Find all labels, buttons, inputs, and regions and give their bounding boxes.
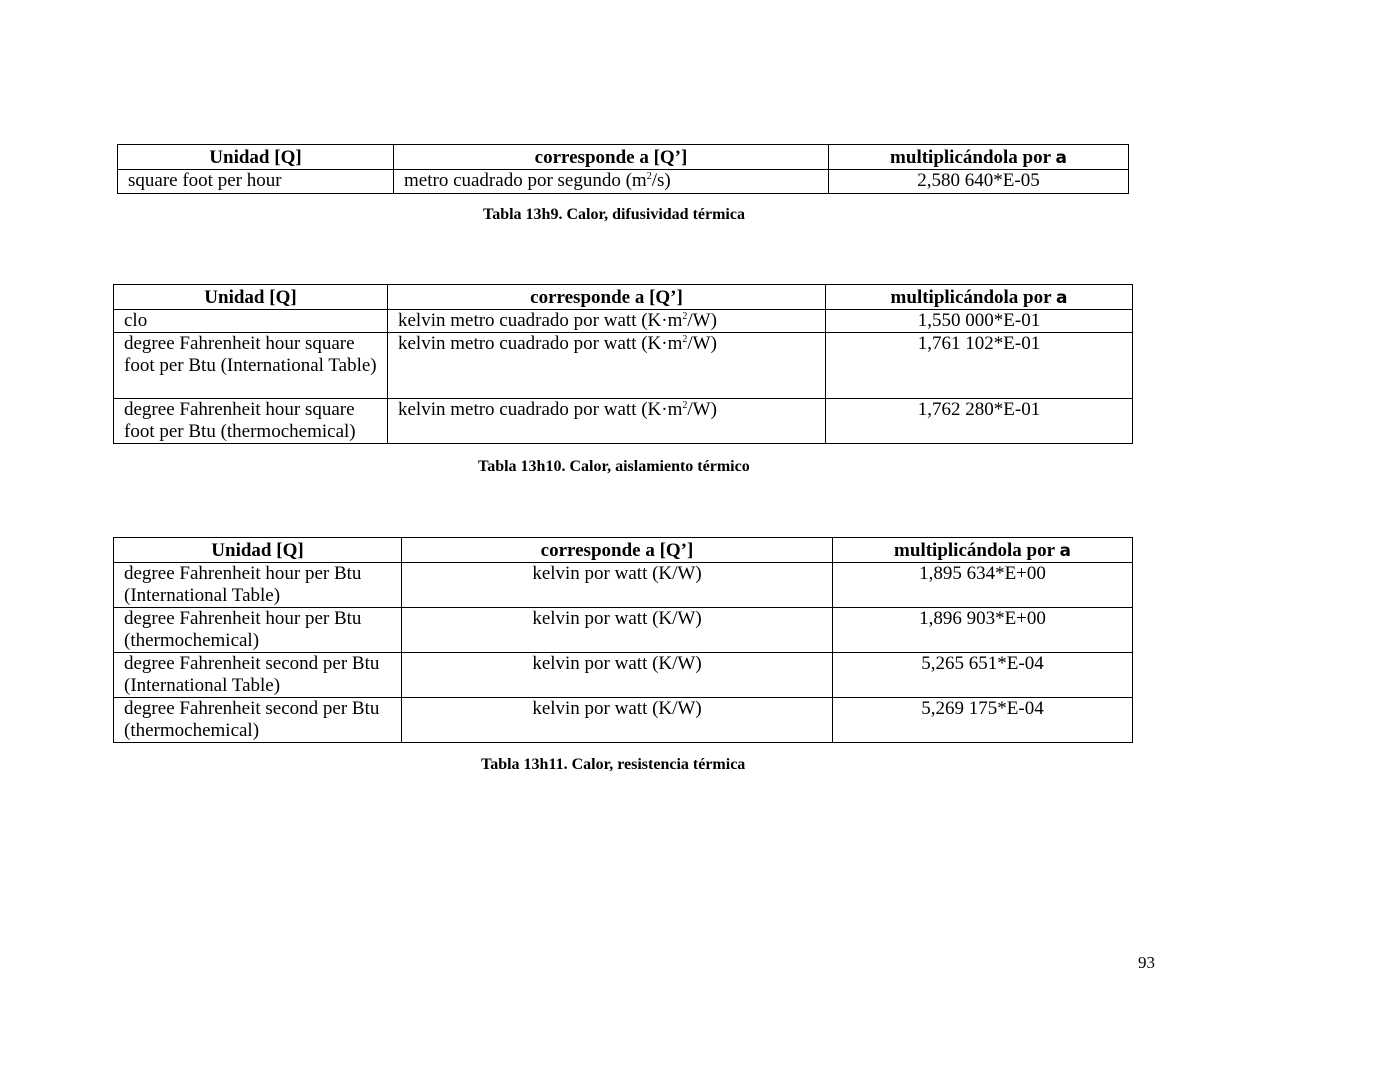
unit-cell: degree Fahrenheit second per Btu (thermochemical)	[114, 698, 402, 743]
table-row	[114, 333, 1133, 399]
header-corresponds: corresponde a [Q’]	[388, 285, 826, 310]
header-multiply	[833, 538, 1133, 563]
header-multiply-label: multiplicándola por	[894, 540, 1055, 561]
target-cell: kelvin metro cuadrado por watt $(K\cdot m^2/W)$	[388, 310, 826, 333]
target-cell: kelvin metro cuadrado por watt $(K\cdot m^2/W)$	[388, 333, 826, 399]
factor-cell: 5,265 651*E-04	[833, 653, 1133, 698]
target-cell: kelvin metro cuadrado por watt $(K\cdot m^2/W)$	[388, 399, 826, 444]
unit-cell: degree Fahrenheit hour per Btu (thermochemical)	[114, 608, 402, 653]
table-header-row	[118, 145, 1129, 170]
unit-cell: degree Fahrenheit hour per Btu (International Table)	[114, 563, 402, 608]
table-caption: Tabla 13h10. Calor, aislamiento térmico	[478, 458, 750, 475]
table-caption: Tabla 13h9. Calor, difusividad térmica	[483, 206, 745, 223]
header-multiply-label: multiplicándola por	[890, 147, 1051, 168]
table-row	[118, 170, 1129, 194]
header-multiply	[829, 145, 1129, 170]
unit-cell: degree Fahrenheit hour square foot per Btu (International Table)	[114, 333, 388, 399]
header-multiply	[826, 285, 1133, 310]
table-aislamiento	[113, 284, 1133, 444]
header-multiply-symbol: a	[1055, 148, 1067, 168]
unit-cell: clo	[114, 310, 388, 333]
header-corresponds: corresponde a [Q’]	[394, 145, 829, 170]
table-row	[114, 698, 1133, 743]
factor-cell: 1,762 280*E-01	[826, 399, 1133, 444]
header-unit: Unidad [Q]	[114, 538, 402, 563]
factor-cell: 2,580 640*E-05	[829, 170, 1129, 194]
target-cell: kelvin por watt (K/W)	[402, 608, 833, 653]
factor-cell: 1,895 634*E+00	[833, 563, 1133, 608]
table-caption: Tabla 13h11. Calor, resistencia térmica	[481, 756, 746, 773]
unit-cell: degree Fahrenheit hour square foot per Btu (thermochemical)	[114, 399, 388, 444]
target-cell: kelvin por watt (K/W)	[402, 563, 833, 608]
factor-cell: 1,761 102*E-01	[826, 333, 1133, 399]
unit-cell: degree Fahrenheit second per Btu (International Table)	[114, 653, 402, 698]
table-header-row	[114, 285, 1133, 310]
table-row	[114, 399, 1133, 444]
unit-cell: square foot per hour	[118, 170, 394, 194]
table-difusividad	[117, 144, 1129, 194]
header-unit: Unidad [Q]	[114, 285, 388, 310]
header-multiply-symbol: a	[1059, 541, 1071, 561]
table-row	[114, 608, 1133, 653]
table-row	[114, 653, 1133, 698]
header-multiply-label: multiplicándola por	[890, 287, 1052, 308]
table-resistencia	[113, 537, 1133, 743]
header-corresponds: corresponde a [Q’]	[402, 538, 833, 563]
header-unit: Unidad [Q]	[118, 145, 394, 170]
factor-cell: 5,269 175*E-04	[833, 698, 1133, 743]
target-cell: metro cuadrado por segundo $(m^2/s)$	[394, 170, 829, 194]
factor-cell: 1,896 903*E+00	[833, 608, 1133, 653]
target-cell: kelvin por watt (K/W)	[402, 653, 833, 698]
factor-cell: 1,550 000*E-01	[826, 310, 1133, 333]
table-row	[114, 310, 1133, 333]
page-number: 93	[1138, 953, 1155, 972]
header-multiply-symbol: a	[1055, 288, 1068, 308]
table-row	[114, 563, 1133, 608]
target-cell: kelvin por watt (K/W)	[402, 698, 833, 743]
table-header-row	[114, 538, 1133, 563]
